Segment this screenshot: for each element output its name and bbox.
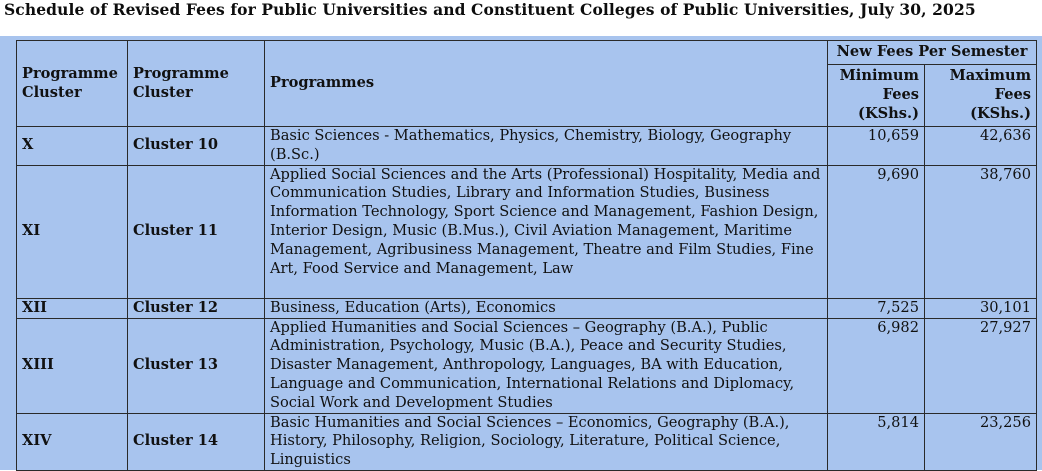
maximum-fee: 23,256	[925, 413, 1037, 470]
cluster-roman: XII	[17, 298, 128, 318]
programmes-list: Applied Social Sciences and the Arts (Professional) Hospitality, Media and Communication Studies, Library and Information Studies, Business Information Technology, Sport Science and Management, Fashion Design, Interior Design, Music (B.Mus.), Civil Aviation Management, Maritime Management, Agribusiness Management, Theatre and Film Studies, Fine Art, Food Service and Management, Law	[265, 165, 828, 298]
document-title: Schedule of Revised Fees for Public Universities and Constituent Colleges of Public Universities, July 30, 2025	[4, 0, 976, 19]
cluster-roman: XIII	[17, 318, 128, 413]
table-row	[17, 298, 1037, 318]
header-programme-cluster-name: Programme Cluster	[128, 41, 265, 127]
programmes-list: Basic Humanities and Social Sciences – Economics, Geography (B.A.), History, Philosophy, Religion, Sociology, Literature, Political Science, Linguistics	[265, 413, 828, 470]
table-row	[17, 413, 1037, 470]
cluster-name: Cluster 10	[128, 127, 265, 166]
programmes-list: Business, Education (Arts), Economics	[265, 298, 828, 318]
header-minimum-fees: Minimum Fees (KShs.)	[828, 65, 925, 127]
programmes-list: Applied Humanities and Social Sciences – Geography (B.A.), Public Administration, Psychology, Music (B.A.), Peace and Security Studies, Disaster Management, Anthropology, Languages, BA with Education, Language and Communication, International Relations and Diplomacy, Social Work and Development Studies	[265, 318, 828, 413]
minimum-fee: 6,982	[828, 318, 925, 413]
cluster-name: Cluster 12	[128, 298, 265, 318]
minimum-fee: 7,525	[828, 298, 925, 318]
cluster-roman: X	[17, 127, 128, 166]
header-maximum-fees: Maximum Fees (KShs.)	[925, 65, 1037, 127]
programmes-list: Basic Sciences - Mathematics, Physics, Chemistry, Biology, Geography (B.Sc.)	[265, 127, 828, 166]
cluster-name: Cluster 11	[128, 165, 265, 298]
table-row	[17, 318, 1037, 413]
minimum-fee: 9,690	[828, 165, 925, 298]
header-new-fees: New Fees Per Semester	[828, 41, 1037, 65]
cluster-name: Cluster 14	[128, 413, 265, 470]
fees-table	[16, 40, 1037, 471]
minimum-fee: 5,814	[828, 413, 925, 470]
cluster-roman: XI	[17, 165, 128, 298]
cluster-name: Cluster 13	[128, 318, 265, 413]
maximum-fee: 30,101	[925, 298, 1037, 318]
header-programmes: Programmes	[265, 41, 828, 127]
minimum-fee: 10,659	[828, 127, 925, 166]
table-row	[17, 165, 1037, 298]
maximum-fee: 38,760	[925, 165, 1037, 298]
table-row	[17, 127, 1037, 166]
header-programme-cluster: Programme Cluster	[17, 41, 128, 127]
maximum-fee: 42,636	[925, 127, 1037, 166]
cluster-roman: XIV	[17, 413, 128, 470]
maximum-fee: 27,927	[925, 318, 1037, 413]
